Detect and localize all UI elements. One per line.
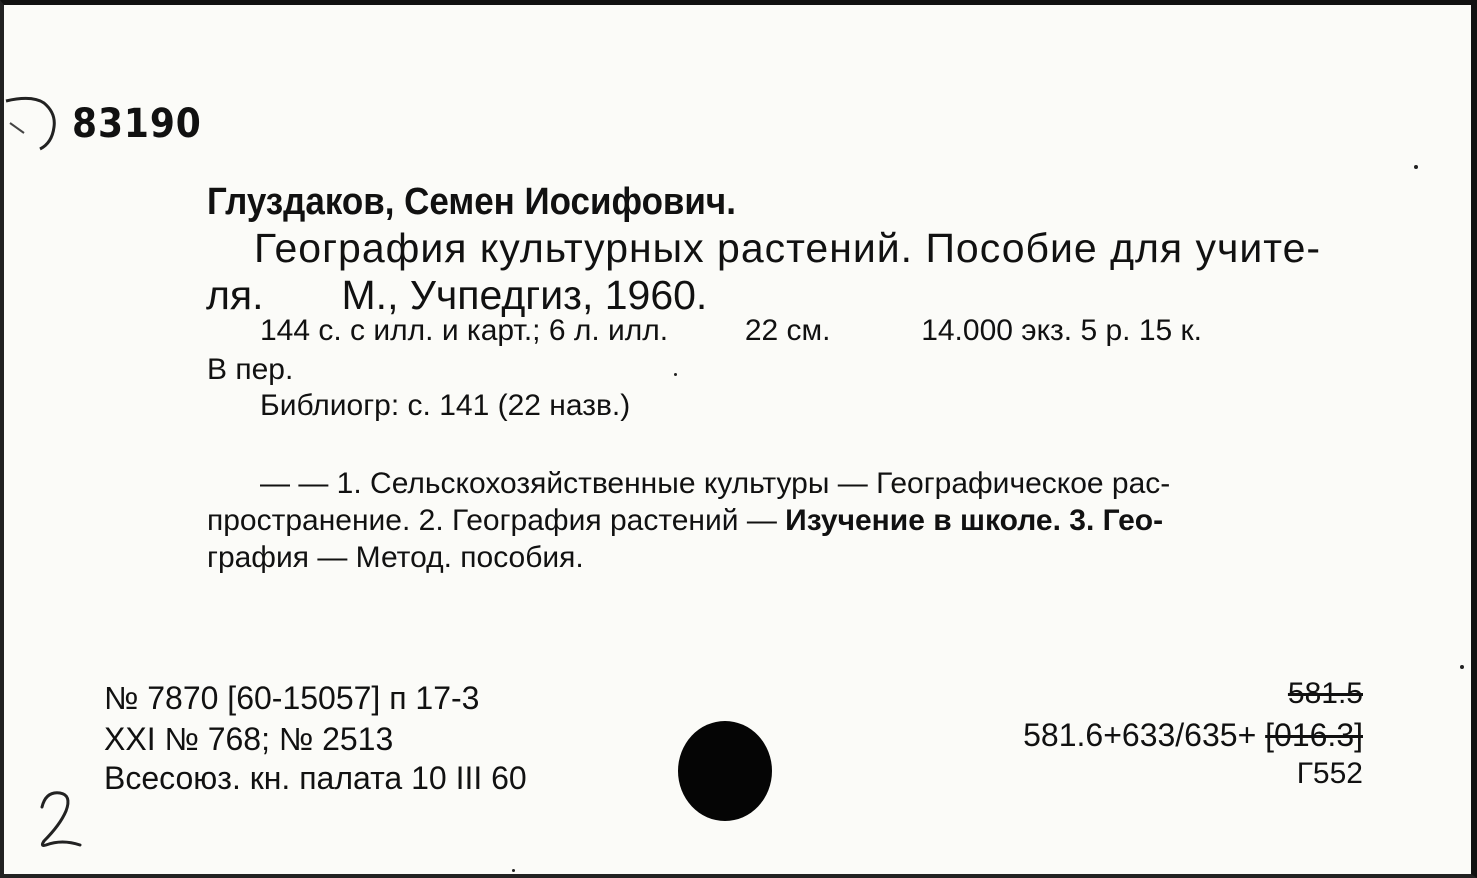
classification-code	[1023, 717, 1363, 754]
imprint: М., Учпедгиз, 1960.	[341, 272, 708, 318]
footer-left-line-3: Всесоюз. кн. палата 10 III 60	[104, 760, 527, 796]
struck-class-code: 581.5	[1287, 677, 1363, 710]
speck	[512, 869, 515, 872]
subject-line-2	[207, 504, 1163, 538]
speck	[674, 373, 677, 376]
punch-hole	[678, 721, 772, 821]
subject-line-2-bold: Изучение в школе. 3. Гео-	[785, 504, 1164, 537]
bracket-mark	[4, 93, 60, 151]
subject-line-1: — — 1. Сельскохозяйственные культуры — Географическое рас-	[260, 467, 1171, 500]
speck	[1460, 665, 1464, 669]
footer-left-line-1: № 7870 [60-15057] п 17-3	[104, 680, 480, 716]
accession-number: 83190	[72, 101, 202, 147]
collation-pages: 144 с. с илл. и карт.; 6 л. илл.	[260, 314, 669, 347]
handwritten-number	[32, 785, 92, 855]
footer-left-line-2: XXI № 768; № 2513	[104, 721, 394, 757]
binding-note: В пер.	[207, 353, 294, 386]
bibliography-note: Библиогр: с. 141 (22 назв.)	[260, 389, 631, 422]
speck	[1414, 165, 1418, 169]
collation	[260, 314, 1202, 348]
subject-line-3: графия — Метод. пособия.	[207, 541, 584, 574]
title-line-1: География культурных растений. Пособие для учите-	[254, 225, 1322, 271]
classification-main: 581.6+633/635+	[1023, 717, 1266, 753]
subject-line-2-plain: пространение. 2. География растений —	[207, 504, 786, 537]
author-heading: Глуздаков, Семен Иосифович.	[207, 181, 736, 223]
cutter-number: Г552	[1296, 757, 1363, 790]
title-line-2-end: ля.	[206, 272, 264, 318]
classification-struck: [016.3]	[1265, 717, 1363, 753]
title-line-2	[206, 272, 707, 319]
collation-copies-price: 14.000 экз. 5 р. 15 к.	[921, 314, 1203, 347]
collation-size: 22 см.	[744, 314, 831, 347]
